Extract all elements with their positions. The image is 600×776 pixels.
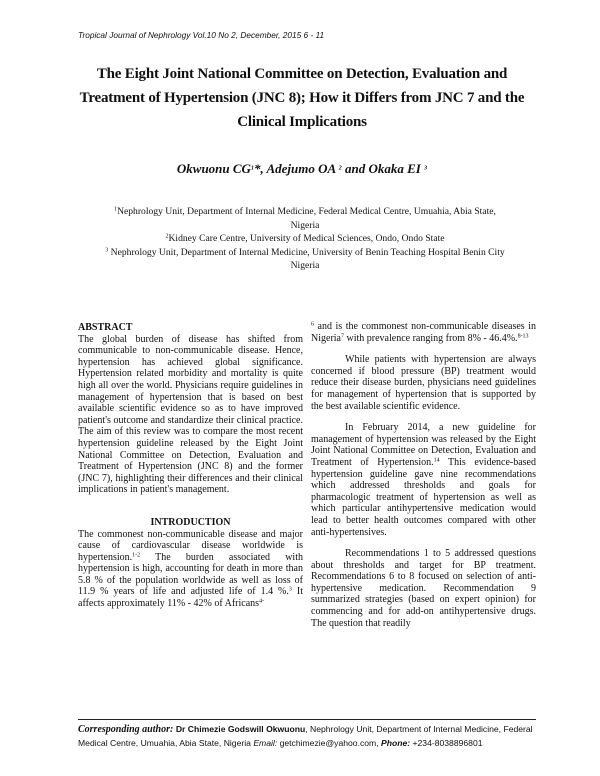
author-2-affil: 2 bbox=[338, 165, 342, 172]
author-1: Okwuonu CG bbox=[176, 161, 251, 176]
corresponding-author-affiliation: , Nephrology Unit, Department of Internal Medicine, Federal Medical Centre, Umuahia, Abia State, Nigeria bbox=[78, 724, 533, 748]
paragraph-jnc8-release bbox=[311, 422, 536, 538]
affiliation-2-text: Kidney Care Centre, University of Medical Sciences, Ondo, Ondo State bbox=[168, 233, 445, 244]
introduction-heading: INTRODUCTION bbox=[150, 516, 231, 528]
article-title bbox=[70, 62, 534, 134]
paragraph-prevalence bbox=[311, 321, 536, 344]
abstract-text: The global burden of disease has shifted from communicable to non-communicable disease. Hence, hypertension has achieved global significance. Hypertension related morbidity and mortality is quite high all over the world. Physicians require guidelines in management of hypertension that is based on best available scientific evidence so as to have improved patient's outcome and standardize their clinical practice. The aim of this review was to compare the most recent hypertension guideline released by the Eight Joint National Committee on Detection, Evaluation and Treatment of Hypertension (JNC 8) and the former (JNC 7), highlighting their differences and their clinical implications in patient's management. bbox=[78, 333, 303, 496]
right-column bbox=[311, 321, 536, 629]
author-1-affil: 1 bbox=[250, 165, 254, 172]
corresponding-mark: *, bbox=[253, 161, 267, 176]
corresponding-author-label: Corresponding author: bbox=[78, 724, 176, 735]
affiliation-1-number: 1 bbox=[114, 206, 118, 213]
citation-4: 4- bbox=[259, 598, 265, 605]
affiliations bbox=[78, 205, 532, 273]
title-line-3: Clinical Implications bbox=[237, 114, 367, 130]
corresponding-author-note bbox=[78, 723, 538, 749]
prevalence-text-a: and is the commonest non-communicable diseases in Nigeria bbox=[311, 321, 536, 344]
author-separator: and bbox=[341, 161, 369, 176]
affiliation-3-country: Nigeria bbox=[290, 260, 320, 271]
affiliation-3 bbox=[78, 246, 532, 273]
abstract-heading: ABSTRACT bbox=[78, 322, 133, 333]
left-column bbox=[78, 322, 303, 610]
citation-6: 6 bbox=[311, 321, 314, 328]
phone-number: +234-8038896801 bbox=[410, 737, 483, 748]
citation-3: 3 bbox=[288, 586, 292, 593]
author-list bbox=[70, 161, 534, 177]
prevalence-text-b: with prevalence ranging from 8% - 46.4%. bbox=[344, 332, 518, 344]
phone-label: Phone: bbox=[380, 737, 411, 748]
affiliation-3-text: Nephrology Unit, Department of Internal Medicine, University of Benin Teaching Hospital Benin City bbox=[108, 246, 505, 258]
citation-14: 14 bbox=[433, 457, 440, 464]
author-3-affil: 3 bbox=[424, 165, 428, 172]
citation-8-13: 8-13 bbox=[517, 333, 529, 340]
paragraph-guidelines-need: While patients with hypertension are always concerned if blood pressure (BP) treatment would reduce their disease burden, physicians need guidelines for management of hypertension that is supported by the best available scientific evidence. bbox=[311, 354, 536, 412]
intro-text-c: It affects approximately 11% - 42% of Africans bbox=[78, 586, 304, 610]
author-3: Okaka EI bbox=[368, 161, 425, 176]
affiliation-1-text: Nephrology Unit, Department of Internal Medicine, Federal Medical Centre, Umuahia, Abia State, bbox=[117, 206, 496, 217]
affiliation-1 bbox=[78, 205, 532, 232]
corresponding-author-name: Dr Chimezie Godswill Okwuonu bbox=[175, 724, 306, 734]
intro-text-b: The burden associated with hypertension is high, accounting for death in more than 5.8 % of the population worldwide as well as loss of 11.9 % years of life and adjusted life of 1.4 %. bbox=[78, 551, 303, 598]
email-label: Email: bbox=[253, 737, 278, 748]
author-2: Adejumo OA bbox=[266, 161, 339, 176]
affiliation-2 bbox=[78, 232, 532, 246]
jnc8-text-b: This evidence-based hypertension guideline gave nine recommendations which addressed thresholds and goals for pharmacologic treatment of hypertension as well as which particular antihypertensive medication would lead to better health outcomes compared with other anti-hypertensives. bbox=[311, 456, 536, 538]
affiliation-1-country: Nigeria bbox=[290, 219, 320, 231]
intro-text-a: The commonest non-communicable disease and major cause of cardiovascular disease worldwide is hypertension. bbox=[78, 528, 303, 563]
paragraph-recommendations: Recommendations 1 to 5 addressed questions about thresholds and target for BP treatment. Recommendations 6 to 8 focused on selection of anti-hypertensive medication. Recommendation 9 summarized strategies (based on expert opinion) for commencing and for add-on antihypertensive drugs. The question that readily bbox=[311, 548, 536, 629]
footer-divider bbox=[78, 719, 536, 720]
citation-1-2: 1-2 bbox=[132, 552, 141, 559]
title-line-1: The Eight Joint National Committee on Detection, Evaluation and bbox=[96, 66, 508, 82]
citation-7: 7 bbox=[341, 333, 344, 340]
running-head: Tropical Journal of Nephrology Vol.10 No 2, December, 2015 6 - 11 bbox=[78, 30, 325, 40]
title-line-2: Treatment of Hypertension (JNC 8); How it Differs from JNC 7 and the bbox=[79, 90, 525, 106]
affiliation-3-number: 3 bbox=[105, 247, 109, 253]
email-address[interactable]: getchimezie@yahoo.com, bbox=[277, 737, 381, 748]
affiliation-2-number: 2 bbox=[165, 233, 169, 240]
jnc8-text-a: In February 2014, a new guideline for management of hypertension was released by the Eight Joint National Committee on Detection, Evaluation and Treatment of Hypertension. bbox=[311, 422, 536, 468]
introduction-paragraph bbox=[78, 529, 303, 610]
